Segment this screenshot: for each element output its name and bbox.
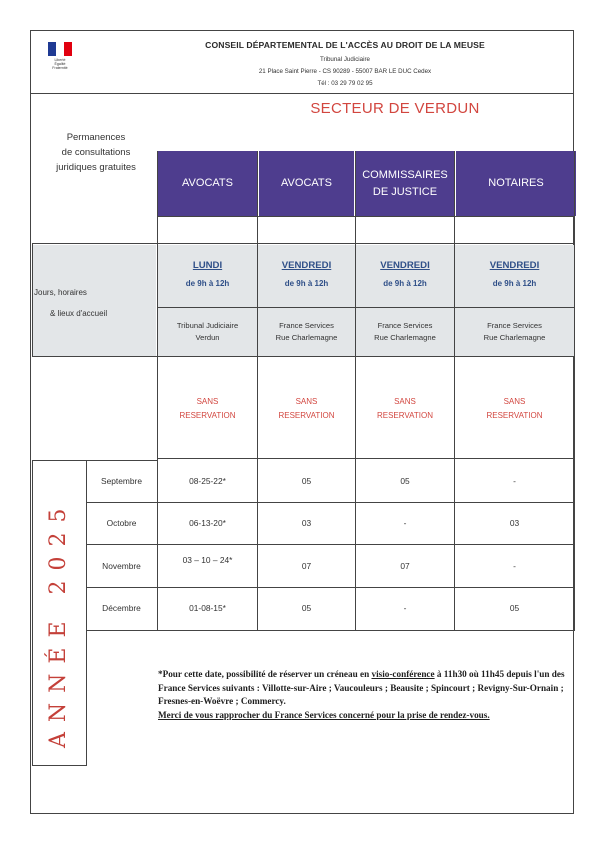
year-label: ANNÉE 2025: [46, 498, 71, 748]
footnote-last-line: Merci de vous rapprocher du France Services concerné pour la prise de rendez-vous.: [158, 709, 490, 720]
hours-col-4: de 9h à 12h: [492, 279, 537, 288]
dates-nov-col-1: 03 – 10 – 24*: [182, 555, 233, 565]
hours-col-2: de 9h à 12h: [284, 279, 329, 288]
hours-col-1: de 9h à 12h: [185, 279, 230, 288]
header-title: CONSEIL DÉPARTEMENTAL DE L'ACCÈS AU DROIT DE LA MEUSE: [205, 40, 485, 50]
location-col-2: France Services Rue Charlemagne: [275, 321, 338, 342]
dates-sep-col-1: 08-25-22*: [189, 476, 226, 486]
reservation-col-4: SANS RESERVATION: [486, 397, 543, 420]
dates-dec-col-1: 01-08-15*: [189, 603, 226, 613]
dates-oct-col-1: 06-13-20*: [189, 518, 226, 528]
day-col-2: VENDREDI: [281, 260, 332, 271]
column-header-avocats-2: AVOCATS: [259, 151, 354, 216]
dates-oct-col-2: 03: [301, 518, 312, 528]
republique-francaise-logo: [42, 42, 78, 76]
logo-motto: Liberté Égalité Fraternité: [52, 58, 68, 70]
permanences-line-2: de consultations: [61, 147, 131, 158]
permanences-line-1: Permanences: [66, 132, 126, 143]
dates-dec-col-2: 05: [301, 603, 312, 613]
dates-sep-col-3: 05: [400, 476, 410, 486]
month-september: Septembre: [101, 476, 142, 486]
visio-conference-text: visio-conférence: [371, 669, 435, 679]
hours-col-3: de 9h à 12h: [383, 279, 427, 288]
day-col-4: VENDREDI: [489, 260, 540, 271]
row-label-days: Jours, horaires: [34, 288, 87, 297]
dates-sep-col-4: -: [513, 476, 516, 486]
row-label-band: [32, 245, 156, 356]
day-col-3: VENDREDI: [380, 260, 430, 271]
footnote: *Pour cette date, possibilité de réserver un créneau en visio-conférence à 11h30 où 11h45 depuis l'un des France Services suivants : Villotte-sur-Aire ; Vaucouleurs ; Beausite ; Spincourt ; Revigny-Sur-Ornain ; Fresnes-en-Woëvre ; Commercy. Merci de vous rapprocher du France Services concerné pour la prise de rendez-vous.: [158, 669, 565, 720]
header-phone: Tél : 03 29 79 02 95: [317, 80, 373, 87]
row-label-places: & lieux d'accueil: [50, 309, 108, 318]
location-col-4: France Services Rue Charlemagne: [483, 321, 546, 342]
dates-dec-col-3: -: [403, 603, 407, 613]
dates-oct-col-4: 03: [509, 518, 520, 528]
dates-dec-col-4: 05: [509, 603, 520, 613]
permanences-line-3: juridiques gratuites: [56, 162, 136, 173]
column-header-notaires: NOTAIRES: [456, 151, 576, 216]
dates-nov-col-2: 07: [301, 561, 312, 571]
month-december: Décembre: [102, 603, 141, 613]
column-header-commissaires: COMMISSAIRES DE JUSTICE: [356, 151, 454, 216]
month-november: Novembre: [102, 561, 141, 571]
flag-icon: [48, 42, 72, 56]
header-court: Tribunal Judiciaire: [320, 56, 370, 63]
month-october: Octobre: [106, 518, 137, 528]
dates-oct-col-3: -: [403, 518, 407, 528]
reservation-col-2: SANS RESERVATION: [278, 397, 335, 420]
dates-nov-col-3: 07: [400, 561, 410, 571]
days-band: [158, 245, 574, 307]
header-address: 21 Place Saint Pierre - CS 90289 - 55007 BAR LE DUC Cedex: [258, 68, 432, 75]
reservation-col-3: SANS RESERVATION: [376, 397, 433, 420]
location-col-3: France Services Rue Charlemagne: [374, 321, 436, 342]
day-col-1: LUNDI: [192, 260, 223, 271]
location-col-1: Tribunal Judiciaire Verdun: [176, 321, 239, 342]
sector-title: SECTEUR DE VERDUN: [310, 100, 480, 117]
dates-nov-col-4: -: [513, 561, 516, 571]
column-header-avocats-1: AVOCATS: [158, 151, 257, 216]
dates-sep-col-2: 05: [301, 476, 312, 486]
reservation-col-1: SANS RESERVATION: [179, 397, 236, 420]
